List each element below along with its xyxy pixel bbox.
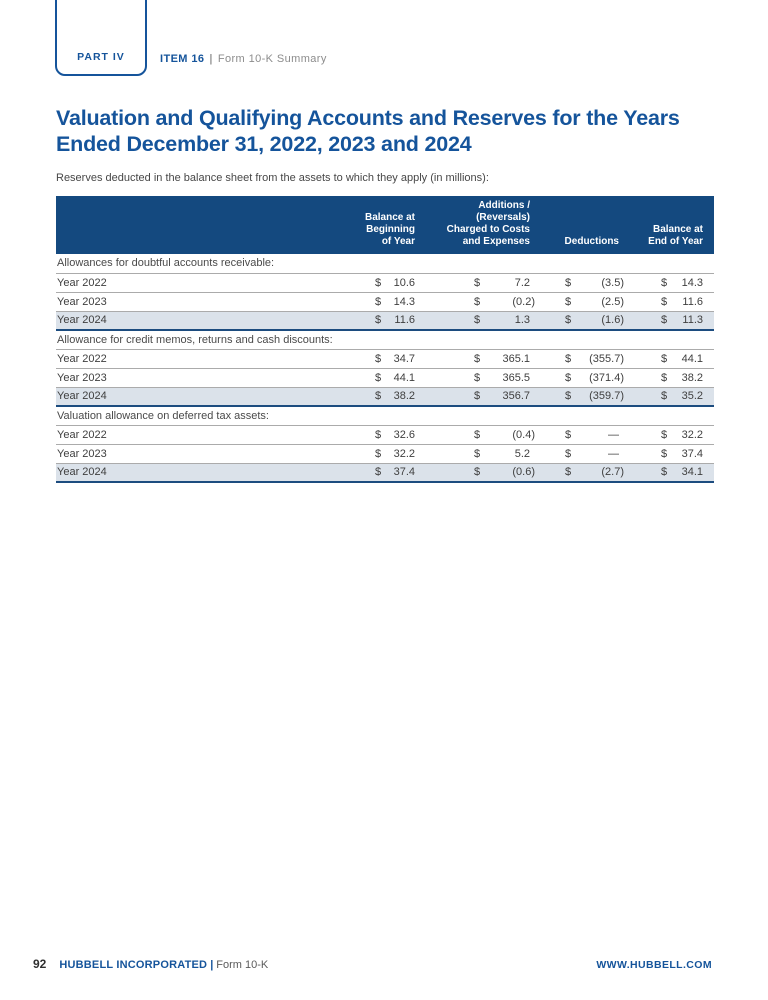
table-row <box>56 349 714 368</box>
currency-symbol: $ <box>474 466 481 479</box>
currency-symbol: $ <box>375 295 382 308</box>
cell-value: 11.6 <box>682 295 703 308</box>
money-cell <box>338 444 416 463</box>
cell-value: 35.2 <box>681 390 703 403</box>
currency-symbol: $ <box>661 352 668 365</box>
currency-symbol: $ <box>565 447 572 460</box>
money-cell <box>626 444 714 463</box>
page-title <box>56 105 724 157</box>
money-cell <box>338 292 416 311</box>
currency-symbol: $ <box>661 447 668 460</box>
section-header-label: Allowance for credit memos, returns and cash discounts: <box>57 333 333 346</box>
money-cell <box>416 311 536 330</box>
column-header: Balance at Beginning of Year <box>338 196 416 254</box>
money-cell <box>416 292 536 311</box>
table-row <box>56 292 714 311</box>
table-row <box>56 368 714 387</box>
money-cell <box>536 463 626 482</box>
footer-website: WWW.HUBBELL.COM <box>596 959 712 971</box>
money-cell <box>536 444 626 463</box>
money-cell <box>416 387 536 406</box>
money-cell <box>626 387 714 406</box>
table-row <box>56 463 714 482</box>
table-row <box>56 444 714 463</box>
item-heading <box>160 53 327 65</box>
money-cell <box>626 368 714 387</box>
currency-symbol: $ <box>565 390 572 403</box>
money-cell <box>338 349 416 368</box>
page-number: 92 <box>33 957 47 971</box>
currency-symbol: $ <box>375 428 382 441</box>
currency-symbol: $ <box>661 371 668 384</box>
currency-symbol: $ <box>565 428 572 441</box>
row-label: Year 2023 <box>57 371 107 384</box>
currency-symbol: $ <box>565 314 572 327</box>
table-row <box>56 425 714 444</box>
money-cell <box>536 292 626 311</box>
money-cell <box>338 368 416 387</box>
cell-value: 34.7 <box>393 352 415 365</box>
currency-symbol: $ <box>565 352 572 365</box>
row-label: Year 2022 <box>57 352 107 365</box>
money-cell <box>626 292 714 311</box>
currency-symbol: $ <box>375 352 382 365</box>
currency-symbol: $ <box>474 428 481 441</box>
currency-symbol: $ <box>565 295 572 308</box>
cell-value: (2.5) <box>601 295 624 308</box>
cell-value: (355.7) <box>589 352 624 365</box>
cell-value: 7.2 <box>514 276 530 289</box>
item-title: Form 10-K Summary <box>217 53 327 65</box>
row-label: Year 2024 <box>57 314 107 327</box>
money-cell <box>416 349 536 368</box>
cell-value: 11.3 <box>682 314 703 327</box>
item-separator: | <box>209 53 213 65</box>
money-cell <box>626 349 714 368</box>
cell-value: (0.4) <box>512 428 535 441</box>
table-caption: Reserves deducted in the balance sheet from the assets to which they apply (in millions): <box>56 172 489 184</box>
section-header-label: Valuation allowance on deferred tax assets: <box>57 409 269 422</box>
money-cell <box>416 273 536 292</box>
money-cell <box>338 387 416 406</box>
money-cell <box>626 463 714 482</box>
part-tab <box>55 0 147 76</box>
currency-symbol: $ <box>375 314 382 327</box>
money-cell <box>416 425 536 444</box>
money-cell <box>536 368 626 387</box>
money-cell <box>338 463 416 482</box>
page-title-line1: Valuation and Qualifying Accounts and Reserves for the Years <box>56 106 680 130</box>
money-cell <box>536 349 626 368</box>
cell-value: 14.3 <box>681 276 703 289</box>
cell-value: — <box>608 447 619 460</box>
currency-symbol: $ <box>661 276 668 289</box>
currency-symbol: $ <box>375 276 382 289</box>
cell-value: (371.4) <box>589 371 624 384</box>
cell-value: 356.7 <box>502 390 530 403</box>
cell-value: 365.1 <box>502 352 530 365</box>
currency-symbol: $ <box>375 371 382 384</box>
footer-left <box>33 957 268 971</box>
cell-value: 10.6 <box>393 276 415 289</box>
money-cell <box>536 311 626 330</box>
currency-symbol: $ <box>474 390 481 403</box>
table-header <box>56 196 714 254</box>
cell-value: 34.1 <box>681 466 703 479</box>
cell-value: (1.6) <box>601 314 624 327</box>
money-cell <box>416 368 536 387</box>
money-cell <box>338 425 416 444</box>
money-cell <box>626 311 714 330</box>
row-label: Year 2023 <box>57 295 107 308</box>
money-cell <box>626 273 714 292</box>
section-header-row <box>56 406 714 425</box>
row-label: Year 2023 <box>57 447 107 460</box>
money-cell <box>338 273 416 292</box>
row-label: Year 2022 <box>57 428 107 441</box>
section-header-label: Allowances for doubtful accounts receivable: <box>57 257 275 270</box>
currency-symbol: $ <box>661 390 668 403</box>
part-label: PART IV <box>77 51 125 63</box>
money-cell <box>536 273 626 292</box>
table-row <box>56 311 714 330</box>
cell-value: 37.4 <box>681 447 703 460</box>
money-cell <box>536 387 626 406</box>
money-cell <box>416 463 536 482</box>
currency-symbol: $ <box>474 352 481 365</box>
row-label: Year 2024 <box>57 466 107 479</box>
currency-symbol: $ <box>474 447 481 460</box>
currency-symbol: $ <box>661 295 668 308</box>
column-header: Additions / (Reversals) Charged to Costs and Expenses <box>416 196 536 254</box>
cell-value: (0.2) <box>512 295 535 308</box>
footer-document: Form 10-K <box>216 959 269 971</box>
money-cell <box>416 444 536 463</box>
currency-symbol: $ <box>474 371 481 384</box>
row-label: Year 2024 <box>57 390 107 403</box>
column-header: Balance at End of Year <box>626 196 714 254</box>
currency-symbol: $ <box>565 371 572 384</box>
currency-symbol: $ <box>565 276 572 289</box>
cell-value: 38.2 <box>393 390 415 403</box>
valuation-table <box>56 196 714 483</box>
item-label: ITEM 16 <box>160 53 205 65</box>
currency-symbol: $ <box>661 314 668 327</box>
cell-value: 11.6 <box>394 314 415 327</box>
section-header-row <box>56 330 714 349</box>
currency-symbol: $ <box>565 466 572 479</box>
cell-value: (2.7) <box>601 466 624 479</box>
cell-value: 14.3 <box>393 295 415 308</box>
money-cell <box>338 311 416 330</box>
table-row <box>56 387 714 406</box>
page-title-line2: Ended December 31, 2022, 2023 and 2024 <box>56 132 472 156</box>
currency-symbol: $ <box>375 447 382 460</box>
section-header-row <box>56 254 714 273</box>
currency-symbol: $ <box>474 295 481 308</box>
cell-value: 44.1 <box>681 352 703 365</box>
cell-value: — <box>608 428 619 441</box>
table-row <box>56 273 714 292</box>
currency-symbol: $ <box>375 466 382 479</box>
cell-value: 32.2 <box>393 447 415 460</box>
currency-symbol: $ <box>661 466 668 479</box>
footer-company: HUBBELL INCORPORATED <box>59 959 208 971</box>
column-header-empty <box>56 196 338 254</box>
cell-value: 365.5 <box>502 371 530 384</box>
currency-symbol: $ <box>375 390 382 403</box>
cell-value: 44.1 <box>393 371 415 384</box>
cell-value: (0.6) <box>512 466 535 479</box>
cell-value: 1.3 <box>514 314 530 327</box>
currency-symbol: $ <box>661 428 668 441</box>
money-cell <box>626 425 714 444</box>
cell-value: (359.7) <box>589 390 624 403</box>
cell-value: (3.5) <box>601 276 624 289</box>
row-label: Year 2022 <box>57 276 107 289</box>
footer-separator: | <box>210 959 214 971</box>
cell-value: 32.2 <box>681 428 703 441</box>
column-header: Deductions <box>536 196 626 254</box>
cell-value: 32.6 <box>393 428 415 441</box>
cell-value: 38.2 <box>681 371 703 384</box>
cell-value: 37.4 <box>393 466 415 479</box>
cell-value: 5.2 <box>514 447 530 460</box>
currency-symbol: $ <box>474 314 481 327</box>
currency-symbol: $ <box>474 276 481 289</box>
money-cell <box>536 425 626 444</box>
